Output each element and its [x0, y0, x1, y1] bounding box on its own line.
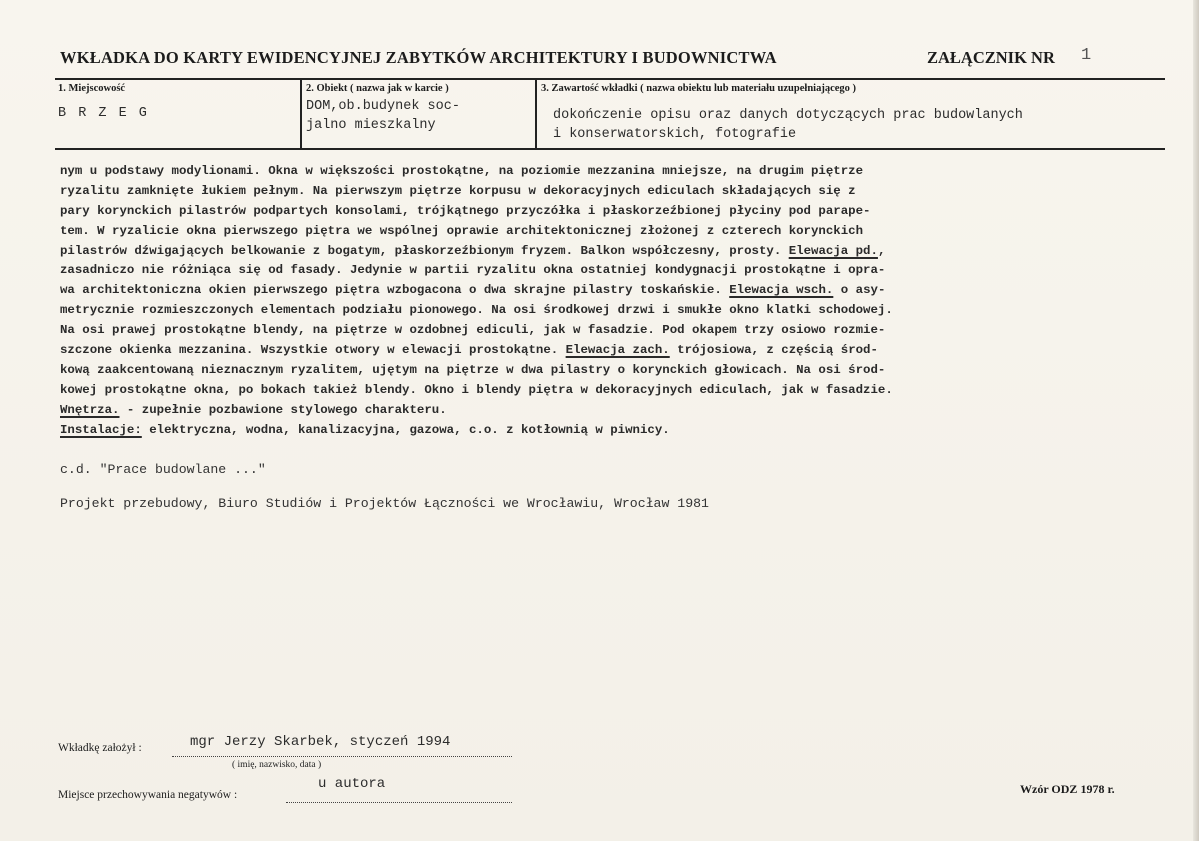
author-value: mgr Jerzy Skarbek, styczeń 1994	[190, 734, 451, 750]
author-dotted-line	[172, 756, 512, 757]
description-line	[60, 202, 893, 222]
description-text: szczone okienka mezzanina. Wszystkie otwory w elewacji prostokątne.	[60, 343, 566, 358]
section-heading: Elewacja pd.	[788, 243, 878, 258]
section-heading: Wnętrza.	[60, 402, 120, 417]
locality-label: 1. Miejscowość	[58, 83, 126, 94]
description-line	[60, 162, 893, 182]
content-value-line: dokończenie opisu oraz danych dotyczących prac budowlanych	[553, 108, 1023, 123]
content-value-line: i konserwatorskich, fotografie	[553, 127, 797, 142]
form-pattern-number: Wzór ODZ 1978 r.	[1020, 782, 1115, 796]
object-value-line: jalno mieszkalny	[306, 118, 436, 133]
description-text: ,	[877, 243, 886, 258]
description-text: pary korynckich pilastrów podpartych konsolami, trójkątnego przyczółka i płaskorzeźbionej płyciny pod parape-	[60, 203, 871, 218]
description-text: wa architektoniczna okien pierwszego piętra wzbogacona o dwa skrajne pilastry toskańskie.	[60, 283, 730, 298]
description-line	[60, 301, 893, 321]
description-text: - zupełnie pozbawione stylowego charakteru.	[119, 402, 447, 417]
description-line	[60, 381, 893, 401]
author-sublabel: ( imię, nazwisko, data )	[232, 760, 322, 770]
description-line	[60, 321, 893, 341]
description-text: zasadniczo nie różniąca się od fasady. Jedynie w partii ryzalitu okna ostatniej kondygnacji prostokątne i opra-	[60, 263, 886, 278]
description-line	[60, 361, 893, 381]
section-heading: Elewacja wsch.	[729, 283, 834, 298]
annex-number: 1	[1081, 46, 1092, 65]
field-divider-2	[535, 80, 537, 148]
section-heading: Elewacja zach.	[565, 343, 670, 358]
description-text: elektryczna, wodna, kanalizacyjna, gazowa, c.o. z kotłownią w piwnicy.	[141, 422, 670, 437]
header-rule	[55, 78, 1165, 80]
description-line	[60, 401, 893, 421]
description-text: pilastrów dźwigających belkowanie z bogatym, płaskorzeźbionym fryzem. Balkon współczesny, prosty.	[60, 243, 789, 258]
description-text: trójosiowa, z częścią środ-	[669, 343, 878, 358]
locality-value: B R Z E G	[58, 106, 149, 121]
description-line	[60, 261, 893, 281]
description-line	[60, 242, 893, 262]
description-text: Na osi prawej prostokątne blendy, na piętrze w ozdobnej ediculi, jak w fasadzie. Pod okapem trzy osiowo rozmie-	[60, 323, 886, 338]
description-line	[60, 222, 893, 242]
annex-label: ZAŁĄCZNIK NR	[927, 48, 1055, 67]
description-text: nym u podstawy modylionami. Okna w większości prostokątne, na poziomie mezzanina mniejsze, na drugim piętrze	[60, 164, 864, 178]
description-text: kowej prostokątne okna, po bokach takież blendy. Okno i blendy piętra w dekoracyjnych ediculach, jak w fasadzie.	[60, 382, 893, 397]
fields-rule	[55, 148, 1165, 150]
description-text: metrycznie rozmieszczonych elementach podziału pionowego. Na osi środkowej drzwi i smukłe okno klatki schodowej.	[60, 303, 893, 318]
description-line	[60, 341, 893, 361]
negatives-dotted-line	[286, 802, 512, 803]
description-line	[60, 281, 893, 301]
card-edge	[1193, 0, 1199, 841]
content-label: 3. Zawartość wkładki ( nazwa obiektu lub materiału uzupełniającego )	[541, 83, 857, 94]
negatives-label: Miejsce przechowywania negatywów :	[58, 789, 238, 801]
description-text: tem. W ryzalicie okna pierwszego piętra we wspólnej oprawie architektonicznej złożonej z czterech korynckich	[60, 223, 864, 238]
description-line	[60, 421, 893, 441]
description-text: kową zaakcentowaną nieznacznym ryzalitem, ujętym na piętrze w dwa pilastry o korynckich głowicach. Na osi środ-	[60, 362, 886, 377]
project-note: Projekt przebudowy, Biuro Studiów i Projektów Łączności we Wrocławiu, Wrocław 1981	[60, 496, 709, 511]
field-divider-1	[300, 80, 302, 148]
description-text: ryzalitu zamknięte łukiem pełnym. Na pierwszym piętrze korpusu w dekoracyjnych ediculach składających się z	[60, 183, 856, 198]
continuation-note: c.d. "Prace budowlane ..."	[60, 462, 266, 477]
description-line	[60, 182, 893, 202]
object-label: 2. Obiekt ( nazwa jak w karcie )	[306, 83, 449, 94]
object-value-line: DOM,ob.budynek soc-	[306, 99, 460, 114]
section-heading: Instalacje:	[60, 422, 142, 437]
author-label: Wkładkę założył :	[58, 742, 142, 754]
description-body	[60, 162, 893, 440]
form-title: WKŁADKA DO KARTY EWIDENCYJNEJ ZABYTKÓW ARCHITEKTURY I BUDOWNICTWA	[60, 48, 777, 67]
description-text: o asy-	[833, 283, 886, 298]
negatives-value: u autora	[318, 776, 386, 792]
